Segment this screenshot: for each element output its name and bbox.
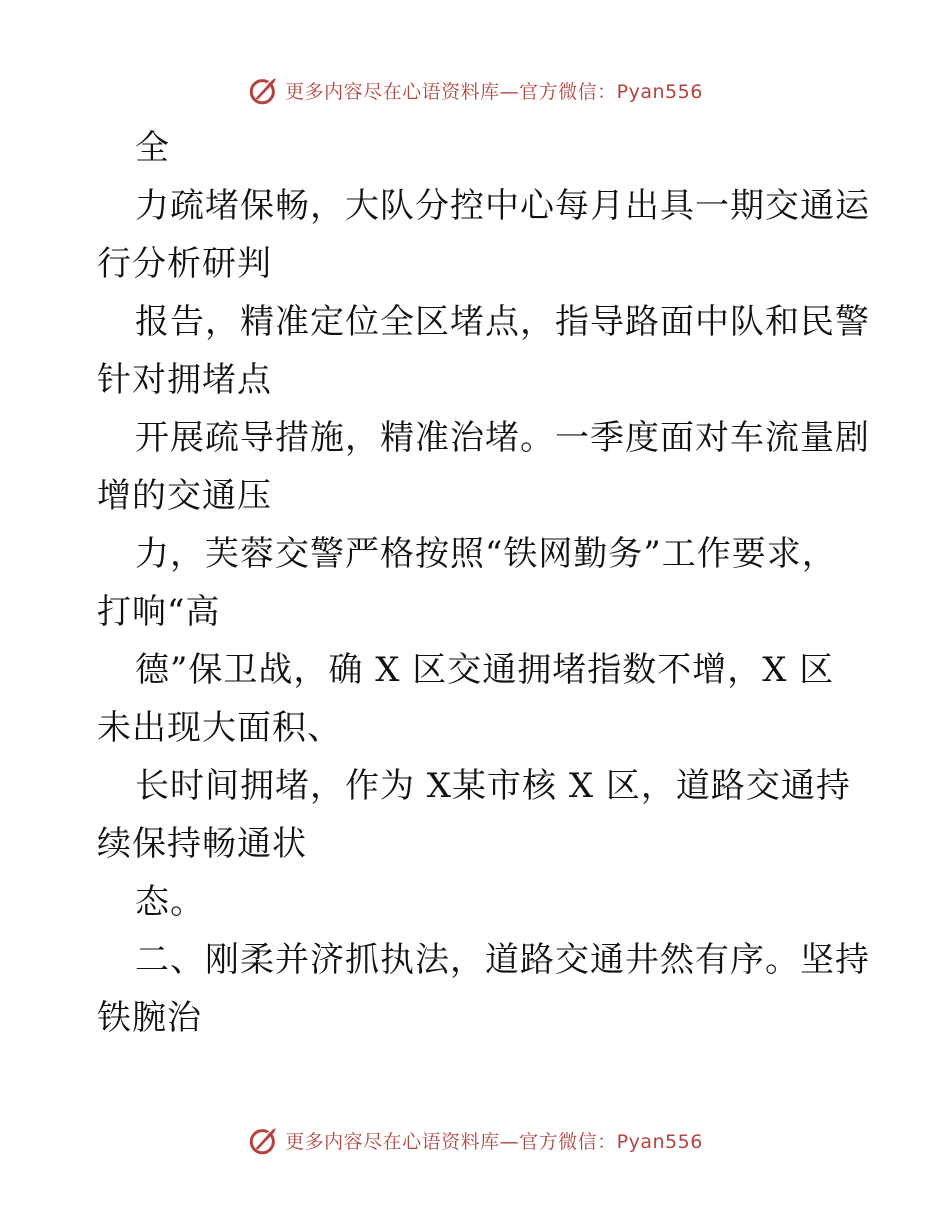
text-line: 未出现大面积、 — [97, 708, 342, 748]
text-line: 行分析研判 — [97, 244, 272, 284]
text-line: 力疏堵保畅，大队分控中心每月出具一期交通运 — [135, 186, 870, 226]
text-line: 打响“高 — [97, 592, 221, 632]
text-line: 开展疏导措施，精准治堵。一季度面对车流量剧 — [135, 418, 870, 458]
feather-pen-logo-icon — [247, 1123, 281, 1157]
watermark-text: 更多内容尽在心语资料库—官方微信：Pyan556 — [285, 1130, 703, 1153]
text-line: 续保持畅通状 — [97, 824, 307, 864]
text-line: 铁腕治 — [97, 998, 202, 1038]
footer-watermark — [0, 1120, 950, 1160]
text-line: 针对拥堵点 — [97, 360, 272, 400]
text-line: 二、刚柔并济抓执法，道路交通井然有序。坚持 — [135, 940, 870, 980]
text-line: 增的交通压 — [97, 476, 272, 516]
text-line: 力，芙蓉交警严格按照“铁网勤务”工作要求， — [135, 534, 837, 574]
text-line: 报告，精准定位全区堵点，指导路面中队和民警 — [135, 302, 870, 342]
feather-pen-logo-icon — [247, 73, 281, 107]
text-line: 德”保卫战，确 X 区交通拥堵指数不增，X 区 — [135, 650, 835, 690]
text-line: 长时间拥堵，作为 X某市核 X 区，道路交通持 — [135, 766, 851, 806]
watermark-text: 更多内容尽在心语资料库—官方微信：Pyan556 — [285, 80, 703, 103]
text-line: 态。 — [135, 882, 205, 922]
text-line: 全 — [135, 128, 170, 168]
header-watermark — [0, 70, 950, 110]
